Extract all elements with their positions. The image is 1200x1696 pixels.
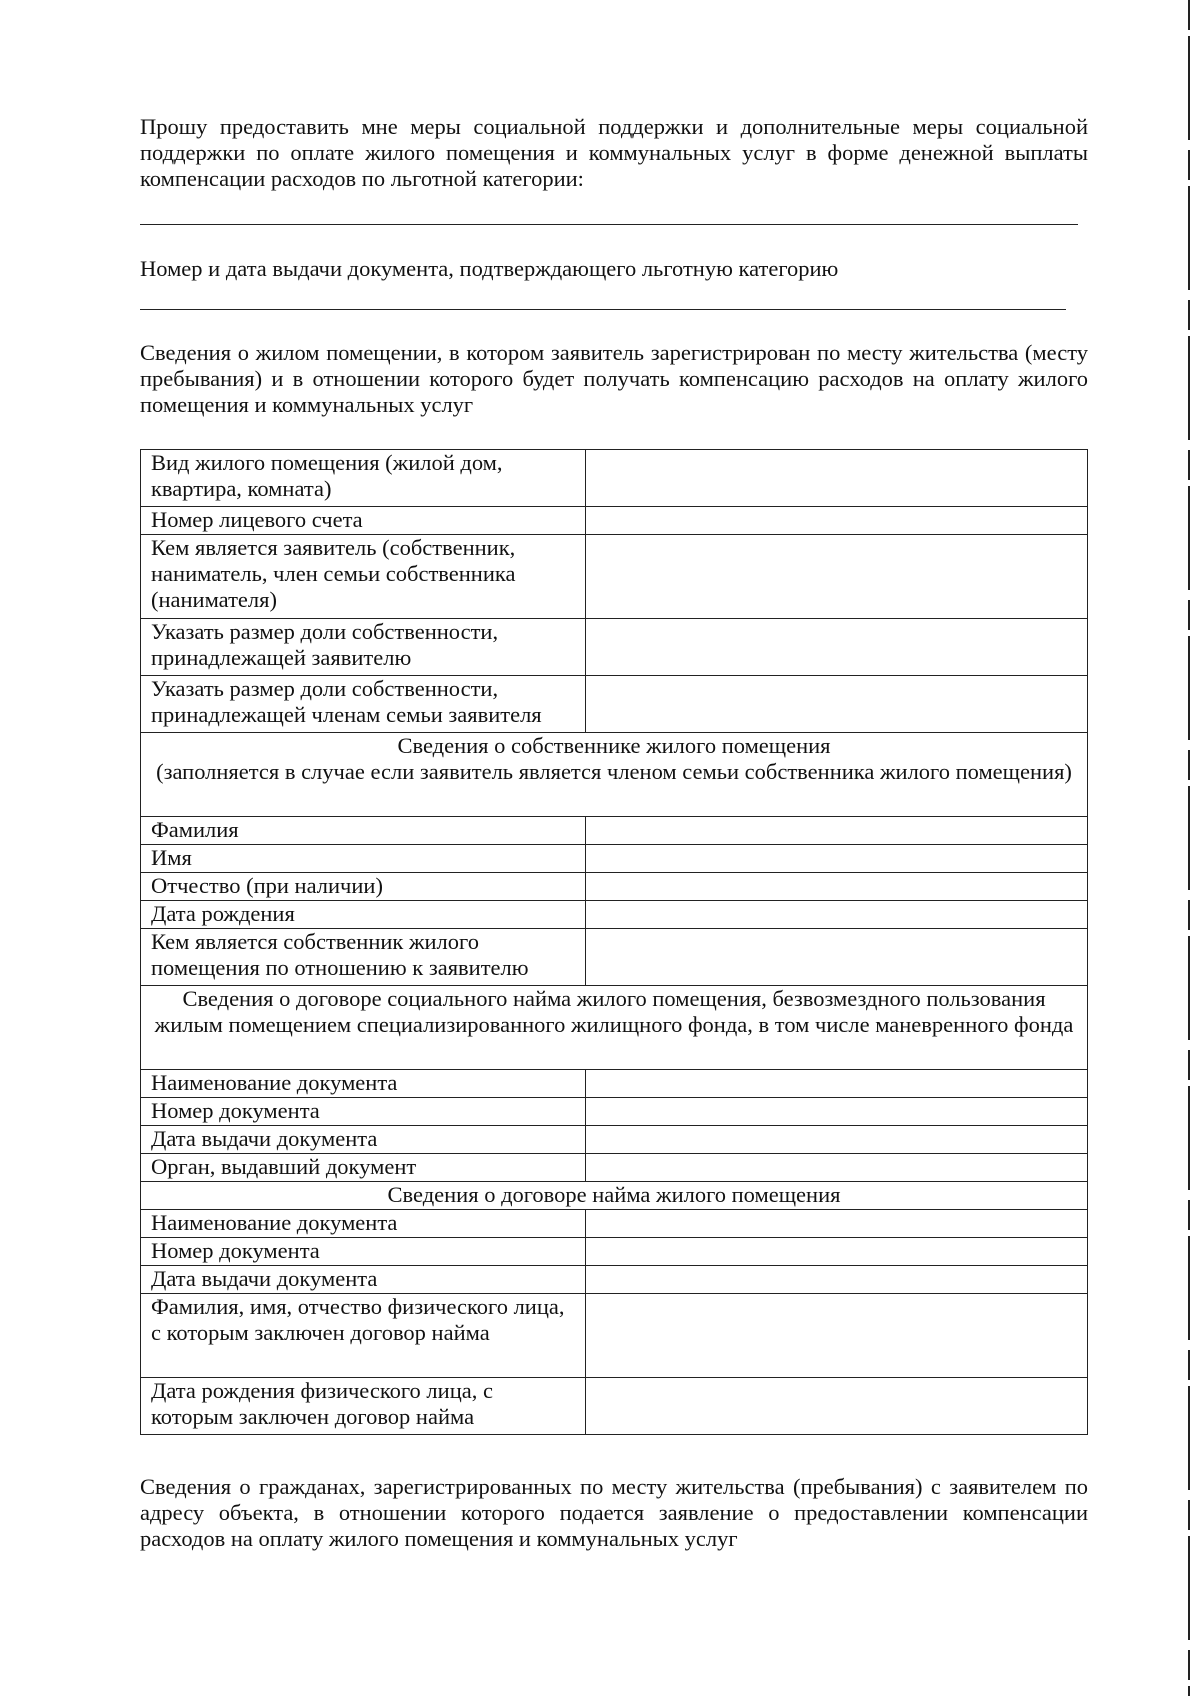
request-paragraph: Прошу предоставить мне меры социальной поддержки и дополнительные меры социальной поддержки по оплате жилого помещения и коммунальных услуг в форме денежной выплаты компенсации расходов по льготной категории:: [140, 114, 1088, 191]
account-number-label: Номер лицевого счета: [141, 507, 586, 535]
table-row: [141, 1210, 1088, 1238]
owner-last-name-label: Фамилия: [141, 817, 586, 845]
social-lease-issuer-label: Орган, выдавший документ: [141, 1154, 586, 1182]
table-row: [141, 450, 1088, 507]
applicant-share-label: Указать размер доли собственности, принадлежащей заявителю: [141, 619, 586, 676]
owner-section-note: (заполняется в случае если заявитель является членом семьи собственника жилого помещения): [156, 759, 1072, 784]
owner-patronymic-field[interactable]: [586, 873, 1088, 901]
document-number-fill-line[interactable]: [140, 309, 1066, 310]
family-share-field[interactable]: [586, 676, 1088, 733]
social-lease-doc-name-field[interactable]: [586, 1070, 1088, 1098]
document-number-label: Номер и дата выдачи документа, подтверждающего льготную категорию: [140, 256, 839, 281]
table-row: [141, 1378, 1088, 1435]
social-lease-section-header: Сведения о договоре социального найма жилого помещения, безвозмездного пользования жилым помещением специализированного жилищного фонда, в том числе маневренного фонда: [141, 986, 1088, 1070]
lease-doc-number-label: Номер документа: [141, 1238, 586, 1266]
owner-section-title: Сведения о собственнике жилого помещения: [397, 733, 831, 758]
applicant-role-field[interactable]: [586, 535, 1088, 619]
table-row: [141, 929, 1088, 986]
table-row: [141, 1182, 1088, 1210]
owner-birth-date-field[interactable]: [586, 901, 1088, 929]
scan-edge-line: [1188, 0, 1190, 1696]
owner-relation-field[interactable]: [586, 929, 1088, 986]
lease-section-header: Сведения о договоре найма жилого помещения: [141, 1182, 1088, 1210]
table-row: [141, 619, 1088, 676]
social-lease-issuer-field[interactable]: [586, 1154, 1088, 1182]
lease-doc-name-field[interactable]: [586, 1210, 1088, 1238]
landlord-birth-date-field[interactable]: [586, 1378, 1088, 1435]
family-share-label: Указать размер доли собственности, принадлежащей членам семьи заявителя: [141, 676, 586, 733]
table-row: [141, 901, 1088, 929]
table-row: [141, 817, 1088, 845]
table-row: [141, 507, 1088, 535]
table-row: [141, 676, 1088, 733]
table-row: [141, 986, 1088, 1070]
lease-issue-date-field[interactable]: [586, 1266, 1088, 1294]
owner-section-header: [141, 733, 1088, 817]
table-row: [141, 1154, 1088, 1182]
lease-doc-name-label: Наименование документа: [141, 1210, 586, 1238]
social-lease-issue-date-field[interactable]: [586, 1126, 1088, 1154]
owner-patronymic-label: Отчество (при наличии): [141, 873, 586, 901]
owner-first-name-field[interactable]: [586, 845, 1088, 873]
social-lease-issue-date-label: Дата выдачи документа: [141, 1126, 586, 1154]
owner-last-name-field[interactable]: [586, 817, 1088, 845]
table-row: [141, 733, 1088, 817]
landlord-birth-date-label: Дата рождения физического лица, с которым заключен договор найма: [141, 1378, 586, 1435]
account-number-field[interactable]: [586, 507, 1088, 535]
housing-details-table: [140, 449, 1088, 1435]
lease-issue-date-label: Дата выдачи документа: [141, 1266, 586, 1294]
table-row: [141, 845, 1088, 873]
landlord-name-field[interactable]: [586, 1294, 1088, 1378]
table-row: [141, 873, 1088, 901]
table-row: [141, 1266, 1088, 1294]
table-row: [141, 1294, 1088, 1378]
category-fill-line[interactable]: [140, 224, 1078, 225]
applicant-share-field[interactable]: [586, 619, 1088, 676]
owner-relation-label: Кем является собственник жилого помещения по отношению к заявителю: [141, 929, 586, 986]
housing-info-paragraph: Сведения о жилом помещении, в котором заявитель зарегистрирован по месту жительства (месту пребывания) и в отношении которого будет получать компенсацию расходов на оплату жилого помещения и коммунальных услуг: [140, 340, 1088, 417]
table-row: [141, 1126, 1088, 1154]
table-row: [141, 1098, 1088, 1126]
residents-paragraph: Сведения о гражданах, зарегистрированных по месту жительства (пребывания) с заявителем по адресу объекта, в отношении которого подается заявление о предоставлении компенсации расходов на оплату жилого помещения и коммунальных услуг: [140, 1474, 1088, 1551]
owner-first-name-label: Имя: [141, 845, 586, 873]
social-lease-doc-number-label: Номер документа: [141, 1098, 586, 1126]
table-row: [141, 535, 1088, 619]
applicant-role-label: Кем является заявитель (собственник, наниматель, член семьи собственника (нанимателя): [141, 535, 586, 619]
lease-doc-number-field[interactable]: [586, 1238, 1088, 1266]
social-lease-doc-number-field[interactable]: [586, 1098, 1088, 1126]
owner-birth-date-label: Дата рождения: [141, 901, 586, 929]
social-lease-doc-name-label: Наименование документа: [141, 1070, 586, 1098]
table-row: [141, 1238, 1088, 1266]
housing-type-field[interactable]: [586, 450, 1088, 507]
housing-type-label: Вид жилого помещения (жилой дом, квартира, комната): [141, 450, 586, 507]
table-row: [141, 1070, 1088, 1098]
landlord-name-label: Фамилия, имя, отчество физического лица, с которым заключен договор найма: [141, 1294, 586, 1378]
